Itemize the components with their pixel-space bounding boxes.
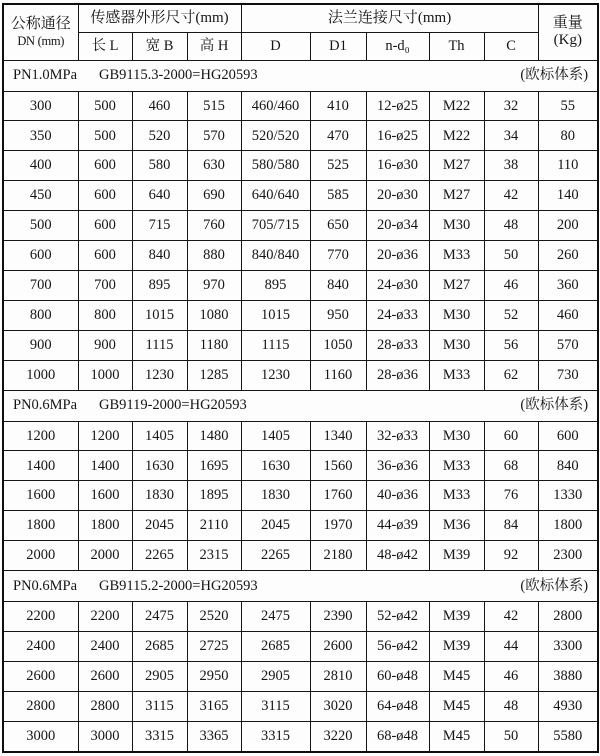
- table-cell: 3000: [3, 721, 78, 752]
- table-cell: 600: [3, 241, 78, 271]
- section-header-inner: [4, 397, 597, 414]
- table-row: [3, 360, 598, 390]
- table-cell: 460: [132, 91, 187, 121]
- table-cell: 2400: [3, 632, 78, 662]
- table-cell: M30: [429, 211, 484, 241]
- table-cell: 1405: [132, 421, 187, 451]
- col-group-sensor-dimensions: 传感器外形尺寸(mm): [78, 4, 241, 32]
- table-cell: 840: [538, 451, 598, 481]
- table-cell: 1230: [132, 360, 187, 390]
- table-cell: 690: [187, 181, 241, 211]
- table-cell: 650: [310, 211, 366, 241]
- table-cell: 580/580: [241, 151, 310, 181]
- table-cell: 1080: [187, 300, 241, 330]
- table-cell: M33: [429, 241, 484, 271]
- table-cell: M22: [429, 91, 484, 121]
- section-header-cell: [3, 60, 598, 91]
- table-cell: 1115: [132, 330, 187, 360]
- table-cell: 900: [3, 330, 78, 360]
- table-row: [3, 661, 598, 691]
- weight-label-unit: (Kg): [553, 32, 582, 49]
- standard-code-label: GB9119-2000=HG20593: [99, 397, 247, 414]
- table-cell: 3315: [241, 721, 310, 752]
- table-cell: 2685: [241, 632, 310, 662]
- table-cell: 450: [3, 181, 78, 211]
- table-cell: 62: [484, 360, 538, 390]
- table-cell: 2045: [241, 511, 310, 541]
- table-row: [3, 181, 598, 211]
- table-cell: M45: [429, 691, 484, 721]
- table-cell: 1800: [78, 511, 132, 541]
- table-cell: 705/715: [241, 211, 310, 241]
- table-cell: 3020: [310, 691, 366, 721]
- table-cell: 840: [310, 270, 366, 300]
- table-cell: 12-ø25: [366, 91, 429, 121]
- table-cell: 3115: [132, 691, 187, 721]
- table-cell: 48: [484, 211, 538, 241]
- table-cell: 1970: [310, 511, 366, 541]
- table-cell: 52: [484, 300, 538, 330]
- dimension-spec-table: [2, 3, 599, 753]
- table-cell: 2200: [3, 602, 78, 632]
- table-cell: 1630: [241, 451, 310, 481]
- table-cell: 1895: [187, 481, 241, 511]
- table-cell: 36-ø36: [366, 451, 429, 481]
- table-cell: 1405: [241, 421, 310, 451]
- table-cell: 2180: [310, 541, 366, 571]
- table-cell: 76: [484, 481, 538, 511]
- table-cell: 55: [538, 91, 598, 121]
- table-row: [3, 511, 598, 541]
- table-cell: 2600: [310, 632, 366, 662]
- table-body: [3, 60, 598, 752]
- table-cell: 200: [538, 211, 598, 241]
- table-cell: 92: [484, 541, 538, 571]
- table-cell: M33: [429, 451, 484, 481]
- table-cell: 3165: [187, 691, 241, 721]
- table-cell: 600: [78, 151, 132, 181]
- table-cell: 410: [310, 91, 366, 121]
- dn-label-cn: 公称通径: [10, 16, 71, 33]
- table-cell: 1000: [78, 360, 132, 390]
- table-cell: 600: [78, 241, 132, 271]
- table-cell: 20-ø36: [366, 241, 429, 271]
- standard-code-label: GB9115.3-2000=HG20593: [99, 67, 258, 84]
- table-cell: 42: [484, 602, 538, 632]
- table-cell: 1230: [241, 360, 310, 390]
- table-cell: 1830: [132, 481, 187, 511]
- table-cell: 2000: [78, 541, 132, 571]
- table-cell: 2265: [132, 541, 187, 571]
- table-cell: 1400: [3, 451, 78, 481]
- table-cell: 1000: [3, 360, 78, 390]
- table-row: [3, 632, 598, 662]
- table-cell: 2810: [310, 661, 366, 691]
- table-cell: 2265: [241, 541, 310, 571]
- section-header-cell: [3, 571, 598, 602]
- table-cell: 260: [538, 241, 598, 271]
- table-cell: 2600: [3, 661, 78, 691]
- table-row: [3, 691, 598, 721]
- table-cell: 28-ø33: [366, 330, 429, 360]
- standard-system-note: (欧标体系): [520, 67, 589, 84]
- table-cell: 32-ø33: [366, 421, 429, 451]
- table-cell: 600: [78, 211, 132, 241]
- table-cell: 630: [187, 151, 241, 181]
- table-row: [3, 151, 598, 181]
- table-cell: 2045: [132, 511, 187, 541]
- table-cell: 3365: [187, 721, 241, 752]
- table-cell: 2725: [187, 632, 241, 662]
- table-cell: 3115: [241, 691, 310, 721]
- table-cell: M27: [429, 181, 484, 211]
- table-cell: 56: [484, 330, 538, 360]
- dn-label-unit: DN (mm): [17, 33, 65, 48]
- table-cell: 2905: [241, 661, 310, 691]
- table-cell: 1285: [187, 360, 241, 390]
- col-header-nd0: n-d₀: [366, 32, 429, 60]
- table-cell: 42: [484, 181, 538, 211]
- table-cell: 52-ø42: [366, 602, 429, 632]
- table-cell: 1695: [187, 451, 241, 481]
- table-cell: 34: [484, 121, 538, 151]
- table-cell: 1480: [187, 421, 241, 451]
- section-header-row: [3, 60, 598, 91]
- table-cell: 50: [484, 721, 538, 752]
- table-cell: 525: [310, 151, 366, 181]
- table-cell: 1050: [310, 330, 366, 360]
- col-header-d1: D1: [310, 32, 366, 60]
- table-cell: 1400: [78, 451, 132, 481]
- table-row: [3, 300, 598, 330]
- table-cell: 44: [484, 632, 538, 662]
- standard-code-label: GB9115.2-2000=HG20593: [99, 577, 258, 594]
- table-row: [3, 481, 598, 511]
- table-cell: 48-ø42: [366, 541, 429, 571]
- table-cell: 300: [3, 91, 78, 121]
- table-cell: 460: [538, 300, 598, 330]
- table-row: [3, 721, 598, 752]
- table-cell: 3300: [538, 632, 598, 662]
- table-cell: 16-ø30: [366, 151, 429, 181]
- table-cell: 3220: [310, 721, 366, 752]
- table-cell: 500: [78, 121, 132, 151]
- table-cell: 44-ø39: [366, 511, 429, 541]
- table-cell: 40-ø36: [366, 481, 429, 511]
- pressure-rating-label: PN0.6MPa: [13, 397, 78, 414]
- table-row: [3, 451, 598, 481]
- table-cell: 840/840: [241, 241, 310, 271]
- table-cell: 2600: [78, 661, 132, 691]
- table-cell: 2685: [132, 632, 187, 662]
- table-row: [3, 121, 598, 151]
- table-cell: 400: [3, 151, 78, 181]
- table-cell: 32: [484, 91, 538, 121]
- table-cell: M30: [429, 300, 484, 330]
- table-row: [3, 91, 598, 121]
- table-cell: 1800: [538, 511, 598, 541]
- table-cell: 2950: [187, 661, 241, 691]
- table-row: [3, 211, 598, 241]
- table-cell: 24-ø30: [366, 270, 429, 300]
- pressure-rating-label: PN1.0MPa: [13, 67, 78, 84]
- table-cell: 4930: [538, 691, 598, 721]
- table-cell: 50: [484, 241, 538, 271]
- table-cell: 2315: [187, 541, 241, 571]
- table-cell: 64-ø48: [366, 691, 429, 721]
- weight-label-cn: 重量: [552, 15, 583, 31]
- table-cell: 1600: [78, 481, 132, 511]
- table-cell: 715: [132, 211, 187, 241]
- table-row: [3, 330, 598, 360]
- table-cell: 2800: [3, 691, 78, 721]
- table-cell: M27: [429, 151, 484, 181]
- table-cell: 20-ø34: [366, 211, 429, 241]
- pressure-rating-label: PN0.6MPa: [13, 577, 78, 594]
- table-cell: 2200: [78, 602, 132, 632]
- table-cell: M33: [429, 481, 484, 511]
- table-cell: 20-ø30: [366, 181, 429, 211]
- table-cell: 700: [78, 270, 132, 300]
- table-cell: 500: [3, 211, 78, 241]
- table-cell: 2475: [241, 602, 310, 632]
- table-cell: 840: [132, 241, 187, 271]
- table-cell: 520: [132, 121, 187, 151]
- table-cell: M22: [429, 121, 484, 151]
- table-cell: 110: [538, 151, 598, 181]
- col-header-th: Th: [429, 32, 484, 60]
- table-cell: 2000: [3, 541, 78, 571]
- table-cell: 1600: [3, 481, 78, 511]
- col-header-d: D: [241, 32, 310, 60]
- table-cell: 68: [484, 451, 538, 481]
- table-cell: 515: [187, 91, 241, 121]
- table-cell: 950: [310, 300, 366, 330]
- table-cell: M30: [429, 330, 484, 360]
- table-cell: 640/640: [241, 181, 310, 211]
- col-header-height: 高 H: [187, 32, 241, 60]
- table-cell: 60: [484, 421, 538, 451]
- section-header-row: [3, 390, 598, 421]
- table-cell: 460/460: [241, 91, 310, 121]
- table-cell: 3000: [78, 721, 132, 752]
- table-cell: 48: [484, 691, 538, 721]
- table-row: [3, 602, 598, 632]
- table-cell: 800: [3, 300, 78, 330]
- table-cell: 3880: [538, 661, 598, 691]
- header-group-row: [3, 4, 598, 32]
- table-cell: 700: [3, 270, 78, 300]
- table-row: [3, 241, 598, 271]
- table-cell: 895: [132, 270, 187, 300]
- table-cell: 470: [310, 121, 366, 151]
- table-cell: 2800: [538, 602, 598, 632]
- col-header-weight: [538, 4, 598, 60]
- table-cell: 1180: [187, 330, 241, 360]
- col-header-c: C: [484, 32, 538, 60]
- table-cell: 24-ø33: [366, 300, 429, 330]
- table-cell: 1340: [310, 421, 366, 451]
- table-cell: 16-ø25: [366, 121, 429, 151]
- table-cell: 46: [484, 270, 538, 300]
- table-cell: M45: [429, 661, 484, 691]
- table-cell: 770: [310, 241, 366, 271]
- table-cell: 2800: [78, 691, 132, 721]
- table-cell: 84: [484, 511, 538, 541]
- table-cell: 1200: [3, 421, 78, 451]
- table-cell: 880: [187, 241, 241, 271]
- table-cell: 760: [187, 211, 241, 241]
- table-cell: 500: [78, 91, 132, 121]
- table-cell: M39: [429, 541, 484, 571]
- table-cell: 2905: [132, 661, 187, 691]
- table-cell: 2475: [132, 602, 187, 632]
- table-cell: 895: [241, 270, 310, 300]
- table-cell: 900: [78, 330, 132, 360]
- standard-system-note: (欧标体系): [520, 577, 589, 594]
- table-cell: 640: [132, 181, 187, 211]
- col-header-width: 宽 B: [132, 32, 187, 60]
- table-cell: 360: [538, 270, 598, 300]
- col-header-length: 长 L: [78, 32, 132, 60]
- table-cell: 570: [538, 330, 598, 360]
- table-cell: 600: [78, 181, 132, 211]
- table-cell: 1560: [310, 451, 366, 481]
- table-cell: 580: [132, 151, 187, 181]
- col-header-dn: [3, 4, 78, 60]
- col-group-flange-dimensions: 法兰连接尺寸(mm): [241, 4, 538, 32]
- table-cell: 570: [187, 121, 241, 151]
- table-cell: 350: [3, 121, 78, 151]
- section-header-row: [3, 571, 598, 602]
- table-cell: 28-ø36: [366, 360, 429, 390]
- table-cell: 585: [310, 181, 366, 211]
- table-cell: 1830: [241, 481, 310, 511]
- table-cell: M33: [429, 360, 484, 390]
- section-header-cell: [3, 390, 598, 421]
- table-cell: 1200: [78, 421, 132, 451]
- table-cell: 2390: [310, 602, 366, 632]
- table-cell: 5580: [538, 721, 598, 752]
- table-cell: 3315: [132, 721, 187, 752]
- header-sub-row: [3, 32, 598, 60]
- table-cell: 38: [484, 151, 538, 181]
- table-cell: 520/520: [241, 121, 310, 151]
- table-cell: M30: [429, 421, 484, 451]
- table-cell: 46: [484, 661, 538, 691]
- table-cell: 1115: [241, 330, 310, 360]
- table-cell: M39: [429, 602, 484, 632]
- table-row: [3, 270, 598, 300]
- table-cell: 1630: [132, 451, 187, 481]
- table-cell: 1015: [241, 300, 310, 330]
- table-cell: 1015: [132, 300, 187, 330]
- table-cell: 80: [538, 121, 598, 151]
- table-cell: 2110: [187, 511, 241, 541]
- table-cell: M36: [429, 511, 484, 541]
- table-row: [3, 541, 598, 571]
- table-cell: 2400: [78, 632, 132, 662]
- table-cell: 1160: [310, 360, 366, 390]
- table-cell: 1330: [538, 481, 598, 511]
- table-cell: 140: [538, 181, 598, 211]
- table-cell: 68-ø48: [366, 721, 429, 752]
- table-cell: 2520: [187, 602, 241, 632]
- table-header: [3, 4, 598, 60]
- table-cell: 56-ø42: [366, 632, 429, 662]
- table-cell: 730: [538, 360, 598, 390]
- table-cell: M27: [429, 270, 484, 300]
- table-cell: 60-ø48: [366, 661, 429, 691]
- standard-system-note: (欧标体系): [520, 397, 589, 414]
- table-cell: 600: [538, 421, 598, 451]
- table-cell: 2300: [538, 541, 598, 571]
- table-cell: 970: [187, 270, 241, 300]
- table-row: [3, 421, 598, 451]
- table-cell: 1800: [3, 511, 78, 541]
- table-cell: M39: [429, 632, 484, 662]
- table-cell: 800: [78, 300, 132, 330]
- table-cell: 1760: [310, 481, 366, 511]
- section-header-inner: [4, 67, 597, 84]
- section-header-inner: [4, 578, 597, 595]
- table-cell: M45: [429, 721, 484, 752]
